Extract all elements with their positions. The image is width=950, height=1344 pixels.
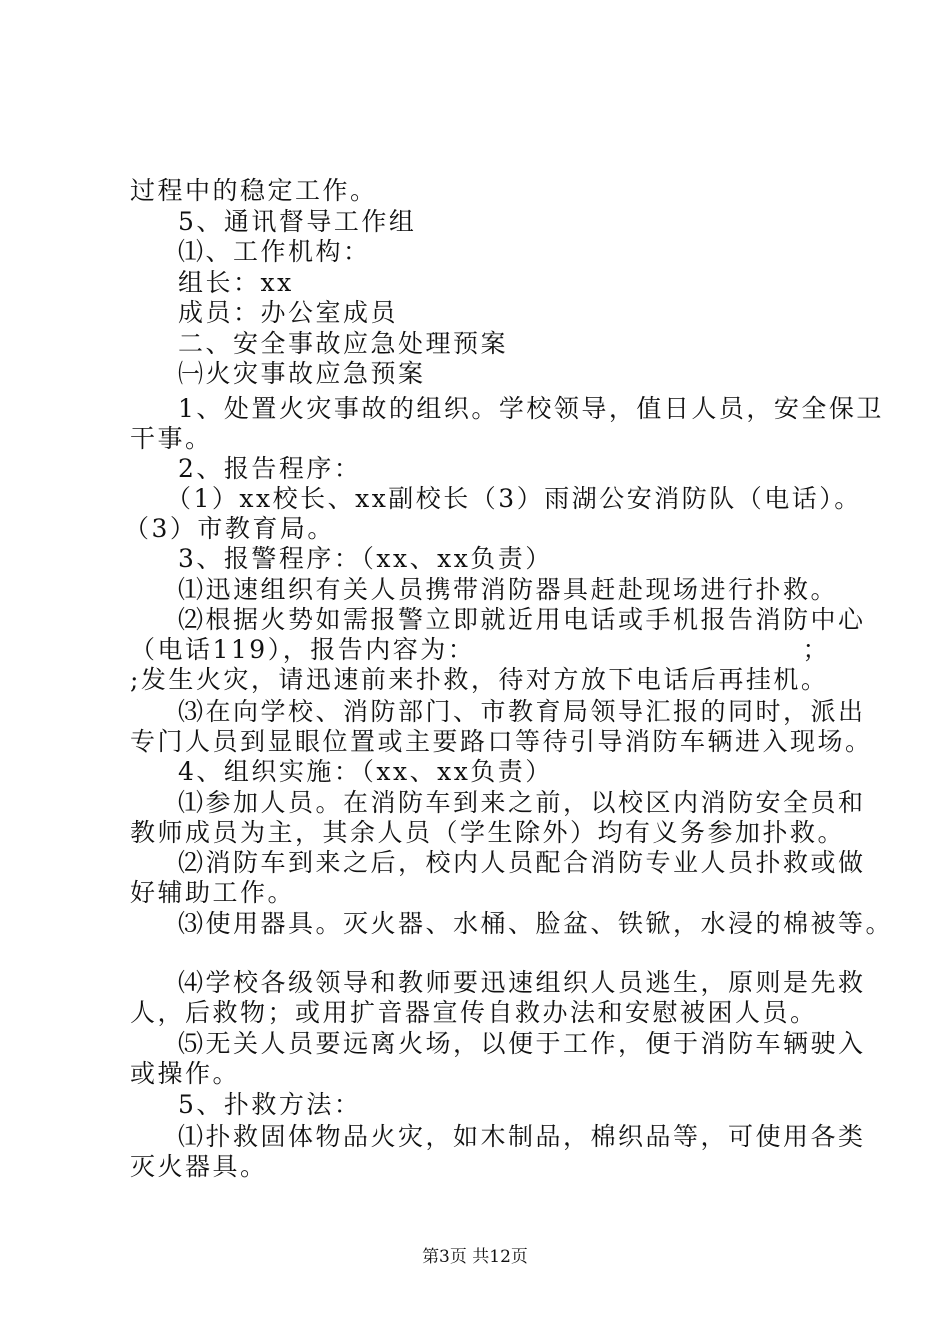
section-heading: 5、扑救方法：	[178, 1090, 362, 1119]
text-line: 成员：办公室成员	[178, 298, 399, 327]
text-line: 教师成员为主，其余人员（学生除外）均有义务参加扑救。	[130, 818, 846, 847]
text-line: ;发生火灾，请迅速前来扑救，待对方放下电话后再挂机。	[130, 665, 829, 694]
text-line: ⑸无关人员要远离火场，以便于工作，便于消防车辆驶入	[178, 1029, 866, 1058]
text-line: （1）xx校长、xx副校长（3）雨湖公安消防队（电话）。	[166, 484, 862, 513]
text-line: 好辅助工作。	[130, 878, 296, 907]
text-line: 灭火器具。	[130, 1152, 268, 1181]
text-line	[130, 635, 830, 665]
semicolon-mark: ；	[802, 635, 830, 664]
text-line: ⑶使用器具。灭火器、水桶、脸盆、铁锨，水浸的棉被等。	[178, 909, 894, 938]
text-line: 专门人员到显眼位置或主要路口等待引导消防车辆进入现场。	[130, 727, 873, 756]
text-line: ⑵消防车到来之后，校内人员配合消防专业人员扑救或做	[178, 848, 866, 877]
section-heading: 3、报警程序：（xx、xx负责）	[178, 544, 553, 573]
text-line: ⑶在向学校、消防部门、市教育局领导汇报的同时，派出	[178, 697, 866, 726]
text-line: 组长：xx	[178, 268, 294, 297]
text-line: ⑷学校各级领导和教师要迅速组织人员逃生，原则是先救	[178, 968, 866, 997]
text-line: 干事。	[130, 424, 213, 453]
section-heading: ㈠火灾事故应急预案	[178, 359, 426, 388]
text-line: （3）市教育局。	[124, 514, 335, 543]
section-heading: 2、报告程序：	[178, 454, 362, 483]
page-number-footer: 第3页 共12页	[422, 1247, 528, 1267]
text-line: 或操作。	[130, 1059, 241, 1088]
section-heading: 二、安全事故应急处理预案	[178, 329, 509, 358]
text-line: ⑴参加人员。在消防车到来之前，以校区内消防安全员和	[178, 788, 866, 817]
report-content-label: （电话119），报告内容为：	[130, 635, 476, 664]
text-line: 人，后救物；或用扩音器宣传自救办法和安慰被困人员。	[130, 998, 818, 1027]
text-line: ⑴扑救固体物品火灾，如木制品，棉织品等，可使用各类	[178, 1122, 866, 1151]
text-line: 1、处置火灾事故的组织。学校领导，值日人员，安全保卫	[178, 394, 884, 423]
text-line: 过程中的稳定工作。	[130, 176, 378, 205]
section-heading: 4、组织实施：（xx、xx负责）	[178, 757, 553, 786]
text-line: ⑵根据火势如需报警立即就近用电话或手机报告消防中心	[178, 605, 866, 634]
text-line: ⑴迅速组织有关人员携带消防器具赶赴现场进行扑救。	[178, 575, 839, 604]
text-line: ⑴、工作机构：	[178, 237, 371, 266]
section-heading: 5、通讯督导工作组	[178, 207, 417, 236]
